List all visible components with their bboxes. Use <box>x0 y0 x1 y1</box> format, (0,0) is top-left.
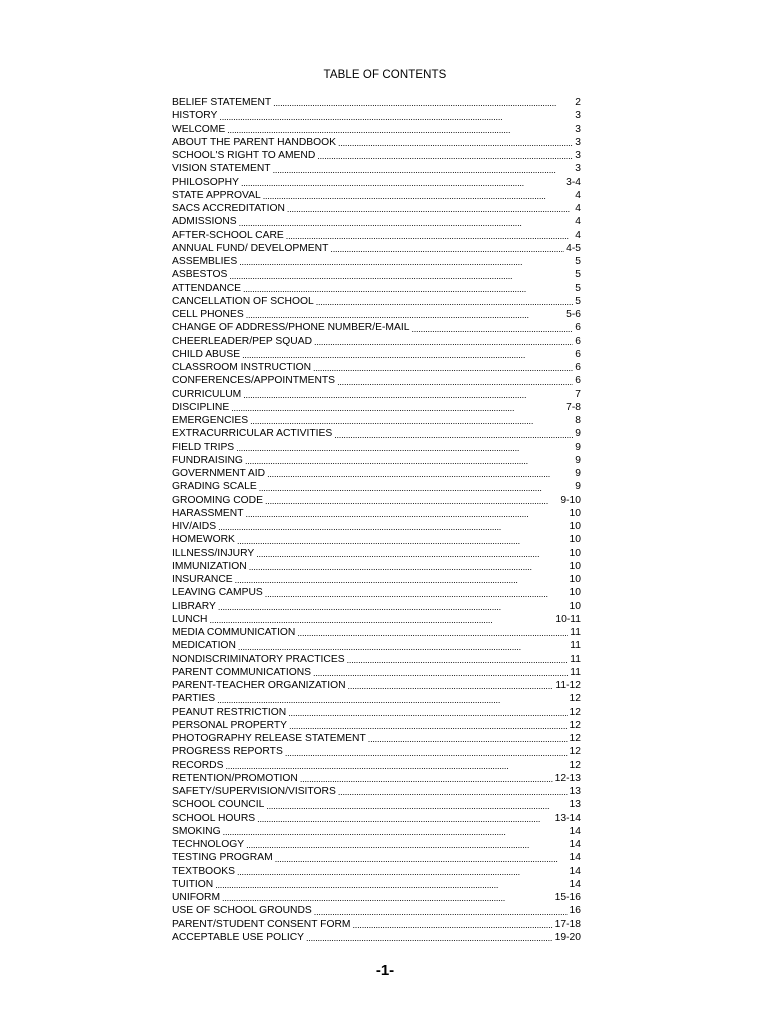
toc-entry-page: 12 <box>569 759 581 771</box>
toc-entry-label: TUITION <box>172 878 214 890</box>
toc-entry <box>172 414 581 427</box>
toc-entry-page: 9-10 <box>560 494 581 506</box>
toc-entry-page: 3 <box>575 163 581 175</box>
toc-entry-label: PROGRESS REPORTS <box>172 746 283 758</box>
toc-entry-page: 5 <box>575 256 581 267</box>
dot-leader <box>218 601 568 613</box>
toc-entry-page: 15-16 <box>554 892 581 903</box>
toc-entry-label: HIV/AIDS <box>172 521 217 532</box>
toc-entry <box>172 215 581 228</box>
dot-leader <box>297 627 568 639</box>
toc-entry-label: AFTER-SCHOOL CARE <box>172 229 284 241</box>
toc-entry-label: SAFETY/SUPERVISION/VISITORS <box>172 786 336 797</box>
toc-entry-label: LIBRARY <box>172 600 216 612</box>
toc-entry-page: 14 <box>569 852 581 864</box>
toc-entry-page: 3 <box>575 110 581 122</box>
toc-entry-page: 10 <box>569 534 581 546</box>
toc-entry-label: VISION STATEMENT <box>172 163 271 175</box>
dot-leader <box>275 853 568 865</box>
dot-leader <box>245 455 573 467</box>
dot-leader <box>289 720 568 732</box>
toc-entry <box>172 109 581 122</box>
dot-leader <box>265 495 558 507</box>
toc-entry-page: 5 <box>575 282 581 294</box>
toc-entry-page: 11 <box>570 666 581 678</box>
dot-leader <box>218 521 567 533</box>
toc-entry-label: INSURANCE <box>172 574 233 585</box>
dot-leader <box>246 309 564 321</box>
dot-leader <box>347 654 569 666</box>
toc-entry-label: CHEERLEADER/PEP SQUAD <box>172 335 313 347</box>
toc-entry-page: 6 <box>575 362 581 373</box>
toc-entry-label: CHILD ABUSE <box>172 348 241 360</box>
toc-entry-label: ACCEPTABLE USE POLICY <box>172 931 304 943</box>
toc-entry <box>172 96 581 109</box>
toc-entry-page: 3-4 <box>566 176 581 188</box>
page-number: -1- <box>375 962 395 979</box>
dot-leader <box>411 323 573 335</box>
toc-entry <box>172 547 581 560</box>
toc-entry <box>172 918 581 931</box>
dot-leader <box>239 217 574 229</box>
toc-entry-page: 11 <box>570 653 581 665</box>
dot-leader <box>287 203 573 215</box>
toc-entry <box>172 374 581 387</box>
dot-leader <box>236 442 573 454</box>
dot-leader <box>263 190 574 202</box>
dot-leader <box>256 548 567 560</box>
toc-entry-page: 16 <box>569 905 581 917</box>
toc-entry-page: 8 <box>575 415 581 426</box>
dot-leader <box>215 879 567 891</box>
toc-entry <box>172 851 581 864</box>
toc-entry-label: CLASSROOM INSTRUCTION <box>172 362 312 373</box>
toc-entry <box>172 202 581 215</box>
toc-entry-label: ATTENDANCE <box>172 282 242 294</box>
dot-leader <box>219 111 573 123</box>
toc-entry <box>172 321 581 334</box>
toc-entry-page: 3 <box>575 150 581 161</box>
toc-entry <box>172 401 581 414</box>
toc-entry <box>172 480 581 493</box>
toc-entry-page: 12 <box>569 733 581 744</box>
dot-leader <box>368 733 568 745</box>
dot-leader <box>338 137 573 149</box>
toc-entry-page: 6 <box>575 322 581 334</box>
dot-leader <box>267 468 573 480</box>
dot-leader <box>238 641 568 653</box>
toc-entry-label: USE OF SCHOOL GROUNDS <box>172 905 312 917</box>
toc-entry-page: 11 <box>570 627 581 638</box>
toc-entry-label: GROOMING CODE <box>172 494 263 506</box>
dot-leader <box>273 164 574 176</box>
dot-leader <box>334 429 573 441</box>
toc-entry-page: 10 <box>569 574 581 585</box>
toc-entry <box>172 242 581 255</box>
toc-entry-label: PHOTOGRAPHY RELEASE STATEMENT <box>172 733 366 744</box>
toc-entry <box>172 626 581 639</box>
toc-entry <box>172 706 581 719</box>
dot-leader <box>239 256 573 268</box>
toc-entry-page: 6 <box>575 335 581 347</box>
toc-entry <box>172 812 581 825</box>
dot-leader <box>223 826 568 838</box>
toc-entry-label: WELCOME <box>172 123 226 135</box>
dot-leader <box>242 349 573 361</box>
toc-entry-label: EMERGENCIES <box>172 415 249 426</box>
toc-entry-label: RETENTION/PROMOTION <box>172 772 298 784</box>
dot-leader <box>237 866 568 878</box>
toc-entry-label: CHANGE OF ADDRESS/PHONE NUMBER/E-MAIL <box>172 322 410 334</box>
dot-leader <box>222 892 553 904</box>
toc-entry-label: STATE APPROVAL <box>172 189 261 201</box>
toc-entry-page: 10 <box>569 547 581 559</box>
toc-entry <box>172 149 581 162</box>
dot-leader <box>288 707 567 719</box>
toc-entry-label: ASBESTOS <box>172 269 228 281</box>
toc-entry-page: 9 <box>575 481 581 493</box>
toc-entry <box>172 229 581 242</box>
toc-entry-page: 6 <box>575 348 581 360</box>
dot-leader <box>229 270 573 282</box>
dot-leader <box>250 415 573 427</box>
toc-entry-label: NONDISCRIMINATORY PRACTICES <box>172 653 345 665</box>
toc-entry-label: CONFERENCES/APPOINTMENTS <box>172 375 336 387</box>
dot-leader <box>317 150 573 162</box>
toc-entry-page: 5 <box>575 295 581 307</box>
toc-entry <box>172 348 581 361</box>
toc-entry-page: 12-13 <box>554 772 581 784</box>
toc-entry-page: 13-14 <box>554 812 581 824</box>
toc-entry-label: LEAVING CAMPUS <box>172 587 263 599</box>
dot-leader <box>348 680 554 692</box>
dot-leader <box>243 389 573 401</box>
toc-entry-page: 9 <box>575 468 581 479</box>
toc-entry-page: 5 <box>575 269 581 281</box>
toc-entry-label: RECORDS <box>172 759 224 771</box>
toc-entry-label: GRADING SCALE <box>172 481 257 493</box>
toc-entry <box>172 653 581 666</box>
toc-entry-page: 4 <box>575 216 581 228</box>
toc-entry <box>172 878 581 891</box>
toc-list <box>172 96 581 944</box>
toc-entry-label: PEANUT RESTRICTION <box>172 706 287 718</box>
dot-leader <box>266 800 567 812</box>
toc-entry-label: MEDIA COMMUNICATION <box>172 627 296 638</box>
toc-entry-label: PARENT/STUDENT CONSENT FORM <box>172 918 351 930</box>
toc-entry <box>172 904 581 917</box>
toc-entry-page: 9 <box>575 454 581 466</box>
toc-entry <box>172 388 581 401</box>
toc-entry-page: 10-11 <box>555 613 581 625</box>
dot-leader <box>313 667 568 679</box>
toc-entry <box>172 719 581 732</box>
toc-entry-page: 7-8 <box>566 401 581 413</box>
toc-entry-label: TECHNOLOGY <box>172 839 245 850</box>
toc-entry-page: 13 <box>569 786 581 797</box>
toc-entry-label: TESTING PROGRAM <box>172 852 273 864</box>
dot-leader <box>227 124 573 136</box>
toc-entry-label: SMOKING <box>172 825 221 837</box>
toc-entry-label: ADMISSIONS <box>172 216 237 228</box>
toc-entry-label: HISTORY <box>172 110 218 122</box>
dot-leader <box>209 614 553 626</box>
toc-entry-page: 10 <box>569 507 581 519</box>
toc-entry <box>172 162 581 175</box>
toc-entry-page: 10 <box>569 560 581 572</box>
toc-entry-label: SCHOOL'S RIGHT TO AMEND <box>172 150 316 161</box>
toc-entry-label: SCHOOL HOURS <box>172 812 256 824</box>
toc-entry <box>172 732 581 745</box>
toc-entry <box>172 600 581 613</box>
toc-entry-label: UNIFORM <box>172 892 221 903</box>
toc-entry-label: PARTIES <box>172 693 216 705</box>
toc-entry-page: 3 <box>575 123 581 135</box>
dot-leader <box>257 813 553 825</box>
dot-leader <box>313 362 573 374</box>
toc-entry-page: 14 <box>569 878 581 890</box>
toc-entry <box>172 666 581 679</box>
toc-entry-label: PARENT-TEACHER ORGANIZATION <box>172 680 346 691</box>
dot-leader <box>314 906 568 918</box>
toc-entry-page: 10 <box>569 587 581 599</box>
dot-leader <box>226 760 568 772</box>
toc-entry-label: FUNDRAISING <box>172 454 243 466</box>
dot-leader <box>330 243 564 255</box>
toc-entry-page: 17-18 <box>554 918 581 930</box>
dot-leader <box>316 296 574 308</box>
toc-entry-label: CELL PHONES <box>172 309 244 320</box>
dot-leader <box>241 177 564 189</box>
toc-entry-page: 11-12 <box>555 680 581 691</box>
toc-entry-page: 19-20 <box>554 931 581 943</box>
toc-entry-page: 12 <box>569 706 581 718</box>
dot-leader <box>265 588 568 600</box>
toc-entry-label: MEDICATION <box>172 640 236 652</box>
toc-entry-page: 12 <box>569 719 581 731</box>
dot-leader <box>237 535 568 547</box>
toc-entry <box>172 268 581 281</box>
toc-entry <box>172 441 581 454</box>
toc-entry <box>172 520 581 533</box>
toc-entry-label: FIELD TRIPS <box>172 441 235 453</box>
toc-entry-label: ILLNESS/INJURY <box>172 547 255 559</box>
dot-leader <box>246 839 567 851</box>
toc-entry-label: PARENT COMMUNICATIONS <box>172 666 312 678</box>
toc-entry <box>172 838 581 851</box>
toc-entry <box>172 931 581 944</box>
dot-leader <box>249 561 568 573</box>
toc-entry <box>172 507 581 520</box>
toc-entry <box>172 427 581 440</box>
toc-entry <box>172 825 581 838</box>
dot-leader <box>338 786 568 798</box>
toc-entry <box>172 136 581 149</box>
toc-entry <box>172 282 581 295</box>
toc-entry <box>172 586 581 599</box>
toc-entry-label: ASSEMBLIES <box>172 256 238 267</box>
toc-entry <box>172 679 581 692</box>
toc-entry-page: 2 <box>575 97 581 108</box>
toc-entry <box>172 189 581 202</box>
toc-entry <box>172 759 581 772</box>
toc-entry <box>172 123 581 136</box>
dot-leader <box>337 376 573 388</box>
toc-entry-label: CURRICULUM <box>172 388 242 400</box>
toc-entry <box>172 255 581 268</box>
toc-entry <box>172 798 581 811</box>
toc-entry-page: 4-5 <box>566 242 581 254</box>
toc-entry-label: CANCELLATION OF SCHOOL <box>172 295 314 307</box>
toc-entry-label: PHILOSOPHY <box>172 176 239 188</box>
toc-entry-label: IMMUNIZATION <box>172 560 247 572</box>
toc-entry <box>172 308 581 321</box>
toc-entry <box>172 613 581 626</box>
toc-entry <box>172 176 581 189</box>
dot-leader <box>235 574 568 586</box>
dot-leader <box>246 508 568 520</box>
toc-entry <box>172 745 581 758</box>
toc-entry-page: 4 <box>575 189 581 201</box>
toc-entry <box>172 639 581 652</box>
toc-entry-page: 7 <box>575 388 581 400</box>
toc-entry-label: GOVERNMENT AID <box>172 468 266 479</box>
toc-entry <box>172 772 581 785</box>
toc-entry <box>172 891 581 904</box>
dot-leader <box>314 336 573 348</box>
dot-leader <box>306 932 553 944</box>
toc-entry-label: ANNUAL FUND/ DEVELOPMENT <box>172 242 329 254</box>
dot-leader <box>285 747 568 759</box>
toc-entry-label: BELIEF STATEMENT <box>172 97 272 108</box>
toc-entry-label: SCHOOL COUNCIL <box>172 799 265 811</box>
toc-entry-page: 12 <box>569 746 581 758</box>
toc-entry <box>172 295 581 308</box>
toc-entry-label: ABOUT THE PARENT HANDBOOK <box>172 136 337 148</box>
toc-entry-label: EXTRACURRICULAR ACTIVITIES <box>172 428 333 440</box>
toc-entry <box>172 467 581 480</box>
toc-entry-page: 6 <box>575 375 581 387</box>
toc-entry-page: 13 <box>569 799 581 811</box>
toc-entry <box>172 865 581 878</box>
toc-entry-label: PERSONAL PROPERTY <box>172 719 288 731</box>
dot-leader <box>273 97 573 109</box>
toc-entry-label: HOMEWORK <box>172 534 235 546</box>
toc-entry-label: DISCIPLINE <box>172 401 230 413</box>
toc-entry <box>172 335 581 348</box>
toc-entry-page: 14 <box>569 825 581 837</box>
toc-entry-label: TEXTBOOKS <box>172 865 235 877</box>
dot-leader <box>286 230 574 242</box>
toc-entry <box>172 560 581 573</box>
toc-entry-page: 4 <box>575 203 581 214</box>
dot-leader <box>243 283 573 295</box>
toc-entry <box>172 361 581 374</box>
dot-leader <box>231 402 564 414</box>
toc-entry-page: 11 <box>570 640 581 652</box>
toc-entry-label: LUNCH <box>172 613 208 625</box>
toc-entry-page: 9 <box>575 441 581 453</box>
dot-leader <box>300 773 553 785</box>
toc-entry-page: 12 <box>569 693 581 705</box>
toc-entry-page: 14 <box>569 839 581 850</box>
toc-entry-page: 10 <box>569 521 581 532</box>
toc-entry <box>172 692 581 705</box>
toc-entry <box>172 533 581 546</box>
toc-entry-page: 9 <box>575 428 581 440</box>
toc-entry-page: 10 <box>569 600 581 612</box>
toc-entry <box>172 494 581 507</box>
dot-leader <box>259 482 574 494</box>
toc-entry-label: SACS ACCREDITATION <box>172 203 285 214</box>
toc-entry-page: 3 <box>575 136 581 148</box>
toc-entry-page: 5-6 <box>566 309 581 320</box>
dot-leader <box>217 694 567 706</box>
toc-entry <box>172 454 581 467</box>
toc-entry <box>172 573 581 586</box>
dot-leader <box>353 919 553 931</box>
toc-entry-page: 14 <box>569 865 581 877</box>
page-title: TABLE OF CONTENTS <box>323 69 447 81</box>
toc-entry-label: HARASSMENT <box>172 507 244 519</box>
toc-entry-page: 4 <box>575 229 581 241</box>
toc-entry <box>172 785 581 798</box>
